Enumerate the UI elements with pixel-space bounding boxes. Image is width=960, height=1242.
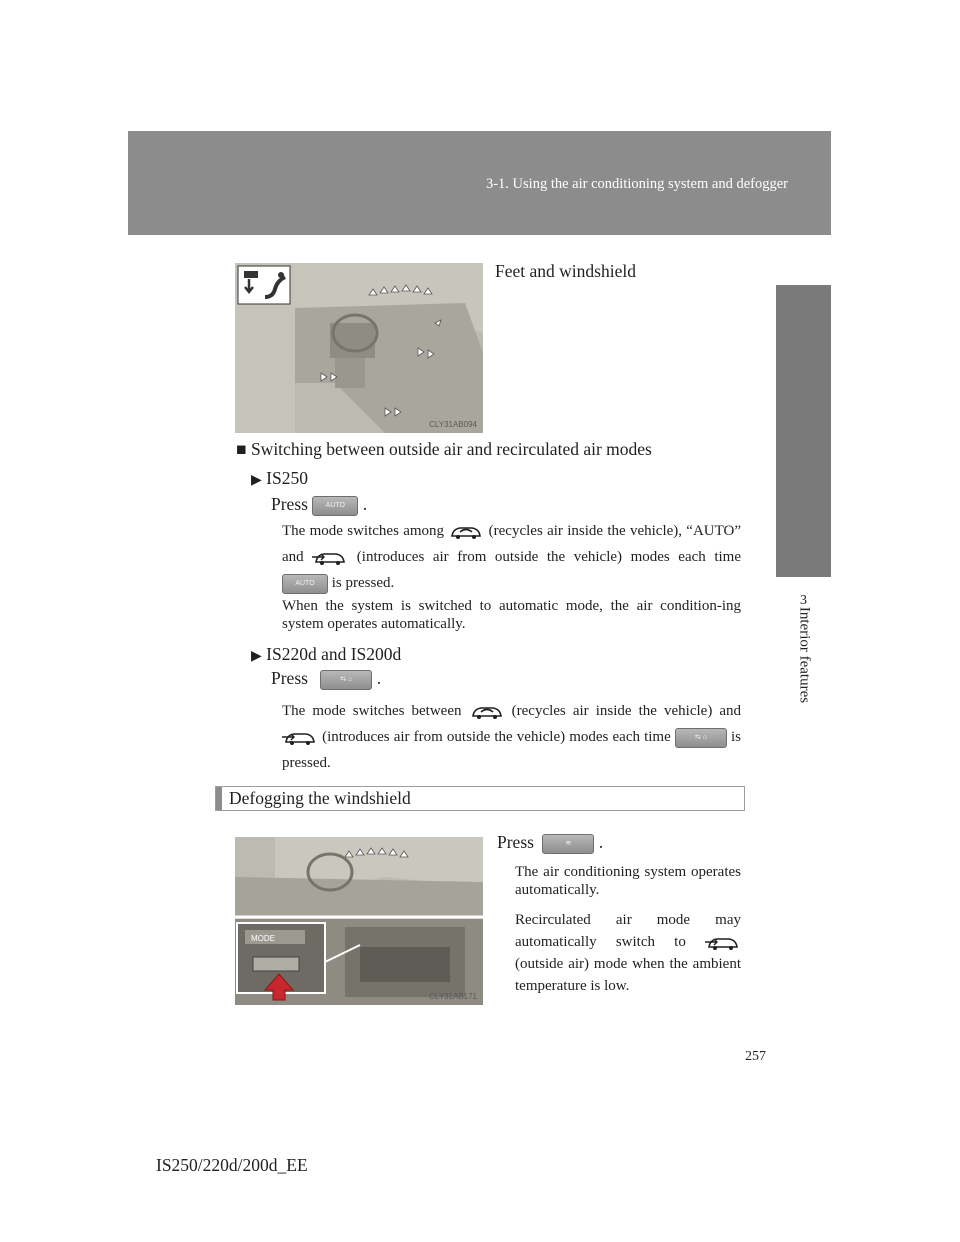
is250-heading	[251, 468, 308, 489]
triangle-bullet-icon: ▶	[251, 649, 262, 664]
is250-note: When the system is switched to automatic mode, the air condition-ing system operates automatically.	[282, 598, 741, 632]
defog-line2-b: (outside air) mode when the ambient temperature is low.	[515, 956, 741, 994]
chapter-number: 3	[800, 593, 807, 608]
defog-line2-a: Recirculated air mode may automatically switch to	[515, 912, 741, 950]
desc-text: The mode switches between	[282, 703, 462, 719]
desc-text: is pressed.	[282, 729, 742, 771]
is250-description	[282, 518, 741, 596]
figure-defogger	[235, 837, 483, 1005]
desc-text: is pressed.	[331, 575, 395, 591]
defogger-illustration	[235, 837, 483, 1005]
chapter-tab	[776, 285, 831, 577]
outside-air-icon	[705, 934, 741, 952]
square-bullet-icon: ■	[236, 439, 247, 459]
triangle-bullet-icon: ▶	[251, 473, 262, 488]
is220d-description	[282, 698, 741, 776]
figure-feet-windshield	[235, 263, 483, 433]
page-number: 257	[745, 1049, 766, 1064]
chapter-label: Interior features	[796, 606, 813, 704]
switching-heading-text: Switching between outside air and recirculated air modes	[250, 439, 652, 459]
figure-code: CLY31AB171	[429, 992, 477, 1001]
switching-heading	[236, 439, 652, 460]
section-marker	[216, 787, 222, 810]
outside-air-icon	[282, 729, 318, 747]
press-label: Press	[497, 832, 534, 852]
section-box-defog	[215, 786, 745, 811]
auto-button-inline-label: AUTO	[295, 579, 315, 587]
recirculate-air-icon	[469, 703, 505, 721]
press-label: Press	[271, 668, 308, 688]
desc-text: The mode switches among	[282, 523, 445, 539]
defog-line1: The air conditioning system operates automatically.	[515, 864, 741, 898]
air-mode-button[interactable]: ⇆ ⌂	[320, 670, 372, 690]
desc-text: (introduces air from outside the vehicle) modes each time	[322, 729, 671, 745]
outside-air-icon	[312, 549, 348, 567]
air-mode-button-inline: ⇆ ⌂	[675, 728, 727, 748]
defog-title: Defogging the windshield	[229, 788, 411, 808]
dashboard-illustration	[235, 263, 483, 433]
press-label: Press	[271, 494, 308, 514]
auto-button-inline	[282, 574, 328, 594]
is250-label: IS250	[266, 468, 308, 488]
front-defogger-button[interactable]: ≋	[542, 834, 594, 854]
mode-panel-label: MODE	[251, 934, 275, 943]
desc-text: (introduces air from outside the vehicle) modes each time	[356, 549, 741, 565]
desc-text: (recycles air inside the vehicle) and	[511, 703, 742, 719]
footer-model: IS250/220d/200d_EE	[156, 1155, 308, 1175]
auto-button-label: AUTO	[325, 501, 345, 509]
is250-press: Press AUTO .	[271, 494, 368, 514]
is220d-heading	[251, 644, 401, 665]
is220d-label: IS220d and IS200d	[266, 644, 402, 664]
section-title: 3-1. Using the air conditioning system and defogger	[485, 176, 788, 192]
defog-press: Press ≋ .	[497, 832, 604, 852]
recirculate-air-icon	[448, 523, 484, 541]
desc-text: (recycles air inside the vehicle), “AUTO” and	[282, 523, 742, 565]
defog-line2	[515, 909, 741, 997]
auto-button[interactable]	[312, 496, 358, 516]
figure-caption: Feet and windshield	[495, 261, 636, 281]
is220d-press: Press ⇆ ⌂ .	[271, 668, 382, 688]
figure-code: CLY31AB094	[429, 420, 477, 429]
chapter-label-wrap	[787, 600, 821, 710]
